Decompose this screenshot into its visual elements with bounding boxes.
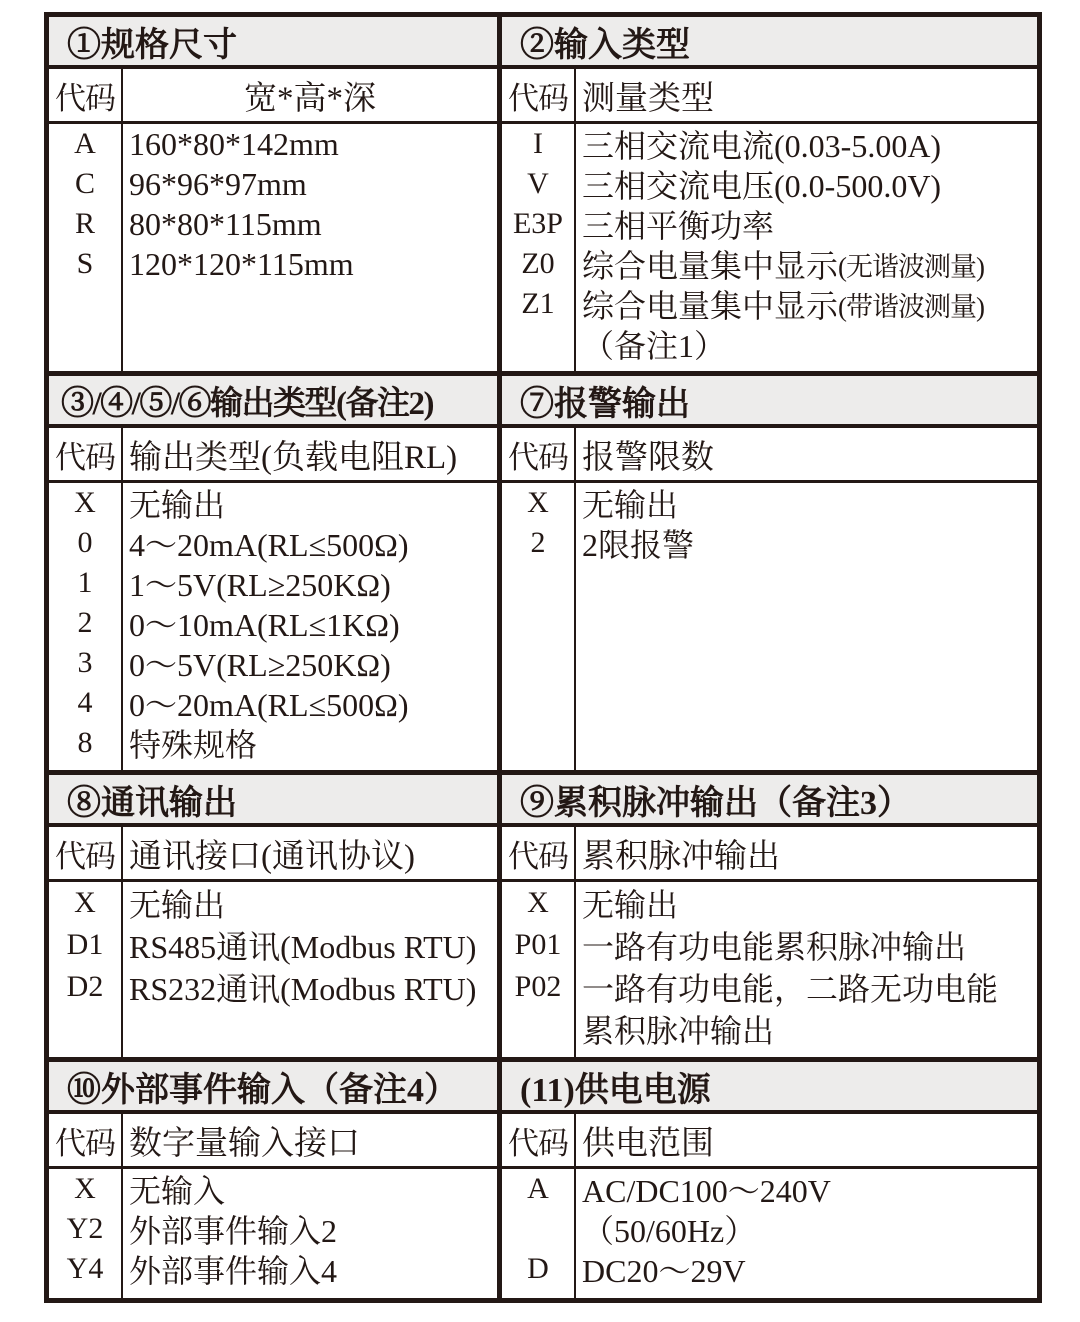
section-title-text: ③/④/⑤/⑥输出类型(备注2) (61, 385, 433, 422)
code-cell: C (74, 167, 95, 200)
column-header-desc: 报警限数 (576, 428, 1037, 483)
code-cell: D2 (66, 970, 104, 1003)
band-2 (49, 371, 1037, 770)
desc-cell: 无输出 (582, 887, 679, 923)
column-header-code: 代码 (49, 1114, 121, 1169)
desc-cell: 160*80*142mm (129, 125, 339, 162)
desc-column (123, 827, 497, 1057)
code-column (502, 69, 576, 371)
desc-cell: DC20～29V (582, 1253, 746, 1289)
section-output-type (49, 376, 502, 770)
section-body (502, 69, 1037, 371)
desc-cell: 120*120*115mm (129, 245, 354, 282)
section-body (502, 428, 1037, 770)
code-cell: P02 (514, 970, 562, 1003)
code-cell: V (527, 167, 549, 200)
desc-column (123, 428, 497, 770)
code-cell: X (74, 886, 96, 919)
section-title-text: ⑧通讯输出 (67, 784, 237, 822)
desc-cell: 三相交流电压(0.0-500.0V) (582, 168, 942, 204)
section-title-text: ②输入类型 (520, 26, 690, 64)
code-cell: X (527, 886, 549, 919)
desc-cell: 1～5V(RL≥250KΩ) (129, 567, 391, 603)
code-cell: Z0 (521, 247, 555, 280)
code-column (49, 69, 123, 371)
section-power-supply (502, 1062, 1037, 1298)
section-title-text: ①规格尺寸 (67, 26, 237, 64)
section-title-text: (11)供电电源 (520, 1071, 711, 1109)
section-title (49, 376, 497, 428)
section-title-text: ⑨累积脉冲输出（备注3） (520, 784, 911, 822)
band-1 (49, 17, 1037, 371)
desc-column (576, 827, 1037, 1057)
section-body (502, 1114, 1037, 1298)
desc-cell: 特殊规格 (129, 727, 258, 763)
code-column (502, 1114, 576, 1298)
code-cell: 8 (77, 726, 93, 759)
code-column (49, 428, 123, 770)
desc-column (576, 1114, 1037, 1298)
desc-column (576, 428, 1037, 770)
section-input-type (502, 17, 1037, 371)
code-column (502, 428, 576, 770)
desc-note: (带谐波测量) (838, 291, 984, 322)
desc-cell: 一路有功电能，二路无功电能 (582, 971, 999, 1007)
desc-cell: 80*80*115mm (129, 205, 322, 242)
code-cell: S (76, 247, 94, 280)
ordering-code-table (44, 12, 1042, 1303)
code-cell: 2 (530, 526, 546, 559)
code-column (49, 827, 123, 1057)
code-column (49, 1114, 123, 1298)
desc-cell: （备注1） (582, 328, 727, 364)
section-title (49, 775, 497, 827)
desc-note: (无谐波测量) (838, 251, 984, 282)
code-cell: 3 (77, 646, 93, 679)
desc-cell: AC/DC100～240V (582, 1173, 831, 1209)
band-4 (49, 1057, 1037, 1298)
code-cell: D1 (66, 928, 104, 961)
column-header-code: 代码 (502, 69, 574, 124)
section-title (49, 1062, 497, 1114)
section-communication-output (49, 775, 502, 1057)
column-header-desc: 输出类型(负载电阻RL) (123, 428, 497, 483)
code-cell: A (74, 127, 96, 160)
code-cell: A (527, 1172, 549, 1205)
desc-cell: 外部事件输入4 (129, 1253, 338, 1289)
desc-cell: 0～20mA(RL≤500Ω) (129, 687, 409, 723)
column-header-desc: 供电范围 (576, 1114, 1037, 1169)
desc-cell: 无输出 (582, 487, 679, 523)
desc-cell: 三相交流电流(0.03-5.00A) (582, 128, 942, 164)
section-body (49, 1114, 497, 1298)
section-pulse-output (502, 775, 1037, 1057)
code-cell: X (74, 486, 96, 519)
desc-cell: 无输入 (129, 1173, 226, 1209)
desc-cell (576, 284, 1037, 324)
column-header-desc: 宽*高*深 (123, 69, 497, 124)
desc-cell: RS232通讯(Modbus RTU) (129, 971, 477, 1007)
section-alarm-output (502, 376, 1037, 770)
code-cell: X (74, 1172, 96, 1205)
section-title (502, 775, 1037, 827)
band-3 (49, 770, 1037, 1057)
desc-cell: 无输出 (129, 487, 226, 523)
code-cell: D (527, 1252, 549, 1285)
section-title (49, 17, 497, 69)
code-column (502, 827, 576, 1057)
column-header-desc: 通讯接口(通讯协议) (123, 827, 497, 882)
code-cell: X (527, 486, 549, 519)
column-header-code: 代码 (49, 428, 121, 483)
column-header-desc: 测量类型 (576, 69, 1037, 124)
section-title (502, 1062, 1037, 1114)
column-header-code: 代码 (502, 827, 574, 882)
desc-cell: 0～10mA(RL≤1KΩ) (129, 607, 400, 643)
code-cell: R (74, 207, 95, 240)
section-title (502, 17, 1037, 69)
desc-column (123, 69, 497, 371)
code-cell: Z1 (521, 287, 555, 320)
desc-cell: 三相平衡功率 (582, 208, 775, 244)
desc-cell: （50/60Hz） (582, 1213, 757, 1249)
code-cell: E3P (512, 207, 563, 240)
desc-cell: 96*96*97mm (129, 165, 307, 202)
code-cell: 0 (77, 526, 93, 559)
section-title-text: ⑩外部事件输入（备注4） (67, 1071, 458, 1109)
desc-cell: 外部事件输入2 (129, 1213, 338, 1249)
code-cell: 2 (77, 606, 93, 639)
desc-column (576, 69, 1037, 371)
desc-cell: 无输出 (129, 887, 226, 923)
code-cell: 4 (77, 686, 93, 719)
column-header-code: 代码 (49, 69, 121, 124)
section-body (49, 827, 497, 1057)
desc-cell: RS485通讯(Modbus RTU) (129, 929, 477, 965)
section-spec-size (49, 17, 502, 371)
section-title-text: ⑦报警输出 (520, 385, 690, 423)
section-external-event-input (49, 1062, 502, 1298)
section-body (49, 69, 497, 371)
column-header-desc: 累积脉冲输出 (576, 827, 1037, 882)
desc-cell: 累积脉冲输出 (582, 1013, 775, 1049)
code-cell: P01 (514, 928, 562, 961)
desc-cell: 0～5V(RL≥250KΩ) (129, 647, 391, 683)
desc-text: 综合电量集中显示 (582, 288, 839, 324)
desc-column (123, 1114, 497, 1298)
desc-cell: 2限报警 (582, 527, 695, 563)
desc-cell: 一路有功电能累积脉冲输出 (582, 929, 967, 965)
code-cell: I (533, 127, 543, 160)
column-header-code: 代码 (502, 428, 574, 483)
code-cell: 1 (77, 566, 93, 599)
desc-cell: 4～20mA(RL≤500Ω) (129, 527, 409, 563)
code-cell (502, 324, 574, 364)
section-title (502, 376, 1037, 428)
code-cell (502, 1209, 574, 1249)
column-header-desc: 数字量输入接口 (123, 1114, 497, 1169)
section-body (502, 827, 1037, 1057)
code-cell: Y2 (66, 1212, 104, 1245)
column-header-code: 代码 (49, 827, 121, 882)
desc-cell (576, 244, 1037, 284)
desc-text: 综合电量集中显示 (582, 248, 839, 284)
column-header-code: 代码 (502, 1114, 574, 1169)
section-body (49, 428, 497, 770)
code-cell: Y4 (66, 1252, 104, 1285)
